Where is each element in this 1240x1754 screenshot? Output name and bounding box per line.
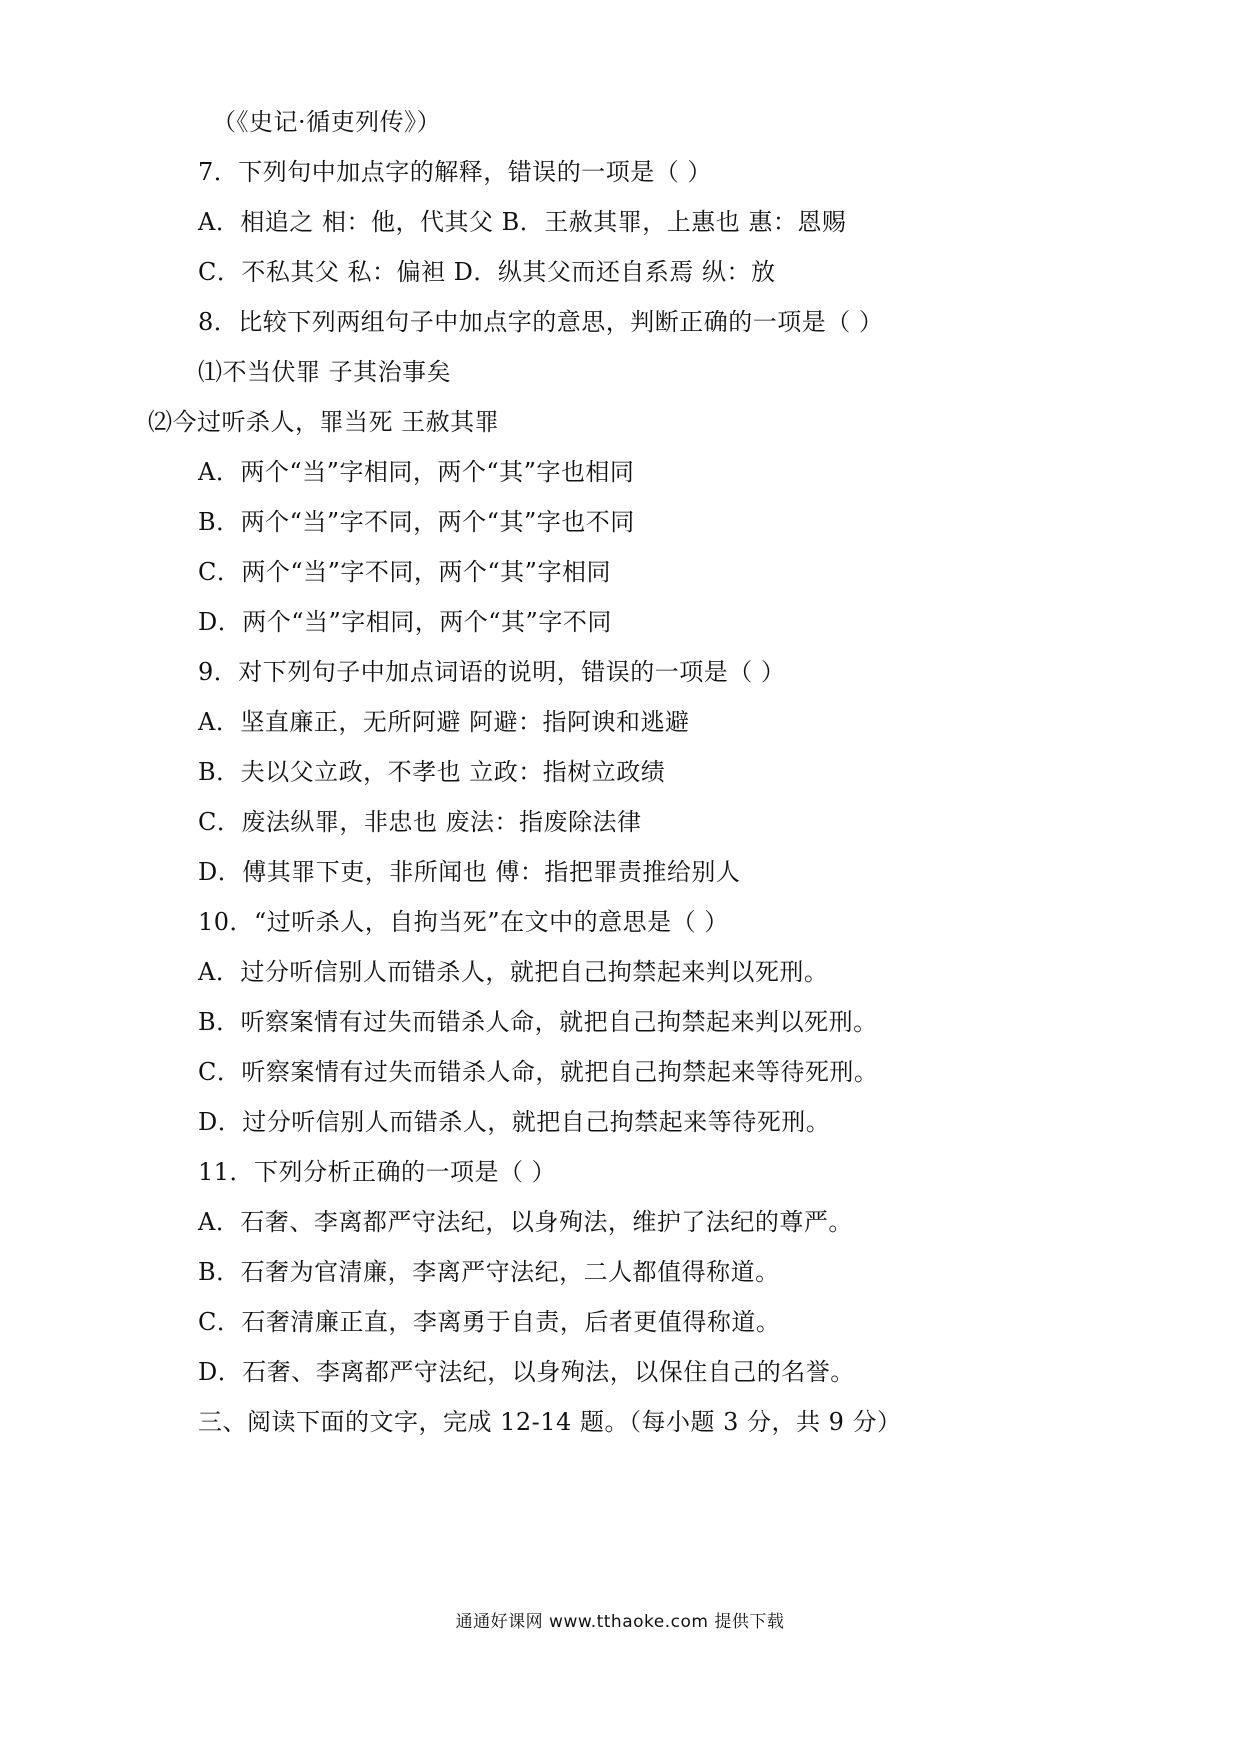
question-11: 11．下列分析正确的一项是（ ） [198, 1158, 557, 1186]
question-9: 9．对下列句子中加点词语的说明，错误的一项是（ ） [198, 658, 786, 686]
question-9-option-c: C．废法纵罪，非忠也 废法：指废除法律 [198, 808, 642, 836]
question-8-option-b: B．两个“当”字不同，两个“其”字也不同 [198, 508, 635, 536]
question-8-option-d: D．两个“当”字相同，两个“其”字不同 [198, 608, 612, 636]
question-8-option-a: A．两个“当”字相同，两个“其”字也相同 [198, 458, 635, 486]
section-3-heading: 三、阅读下面的文字，完成 12-14 题。（每小题 3 分，共 9 分） [198, 1408, 902, 1436]
question-8-group-1: ⑴不当伏罪 子其治事矣 [198, 358, 452, 386]
question-10: 10．“过听杀人，自拘当死”在文中的意思是（ ） [198, 908, 729, 936]
question-11-option-d: D．石奢、李离都严守法纪，以身殉法，以保住自己的名誉。 [198, 1358, 855, 1386]
question-8-option-c: C．两个“当”字不同，两个“其”字相同 [198, 558, 611, 586]
question-11-option-b: B．石奢为官清廉，李离严守法纪，二人都值得称道。 [198, 1258, 780, 1286]
footer-source: 通通好课网 www.tthaoke.com 提供下载 [455, 1612, 785, 1632]
question-7-option-ab: A．相追之 相：他，代其父 B．王赦其罪，上惠也 惠：恩赐 [198, 208, 847, 236]
question-9-option-a: A．坚直廉正，无所阿避 阿避：指阿谀和逃避 [198, 708, 690, 736]
question-9-option-b: B．夫以父立政，不孝也 立政：指树立政绩 [198, 758, 666, 786]
question-8: 8．比较下列两组句子中加点字的意思，判断正确的一项是（ ） [198, 308, 884, 336]
question-9-option-d: D．傅其罪下吏，非所闻也 傅：指把罪责推给别人 [198, 858, 741, 886]
question-10-option-d: D．过分听信别人而错杀人，就把自己拘禁起来等待死刑。 [198, 1108, 831, 1136]
question-10-option-b: B．听察案情有过失而错杀人命，就把自己拘禁起来判以死刑。 [198, 1008, 878, 1036]
question-11-option-c: C．石奢清廉正直，李离勇于自责，后者更值得称道。 [198, 1308, 781, 1336]
question-8-group-2: ⑵今过听杀人，罪当死 王赦其罪 [148, 408, 500, 436]
question-7-option-cd: C．不私其父 私：偏袒 D．纵其父而还自系焉 纵：放 [198, 258, 776, 286]
question-11-option-a: A．石奢、李离都严守法纪，以身殉法，维护了法纪的尊严。 [198, 1208, 853, 1236]
source-citation: （《史记·循吏列传》） [212, 108, 442, 136]
question-10-option-c: C．听察案情有过失而错杀人命，就把自己拘禁起来等待死刑。 [198, 1058, 879, 1086]
question-10-option-a: A．过分听信别人而错杀人，就把自己拘禁起来判以死刑。 [198, 958, 829, 986]
question-7: 7．下列句中加点字的解释，错误的一项是（ ） [198, 158, 712, 186]
